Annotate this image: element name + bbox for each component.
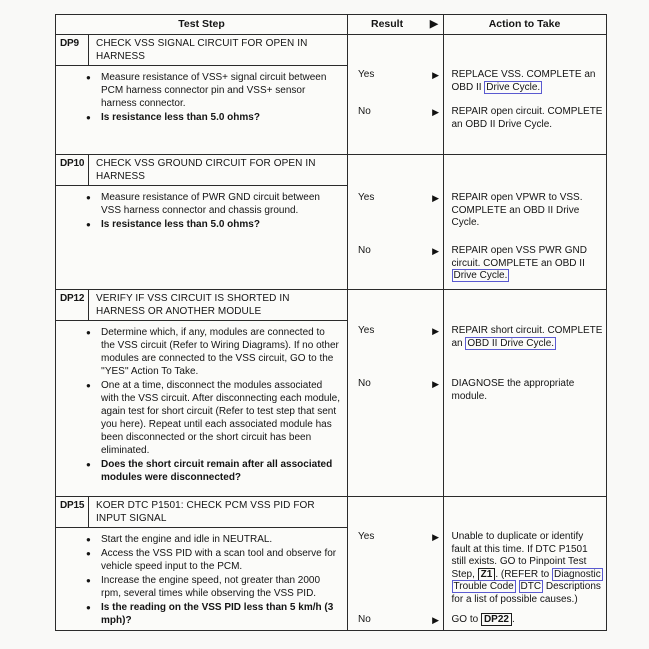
column-divider [443,155,444,289]
result-arrow-icon: ▶ [432,193,439,203]
result-cell [347,245,443,283]
result-label: No [358,378,371,389]
step-title-row [56,497,347,528]
column-divider [443,35,444,154]
column-divider [347,15,348,34]
hotlink-reference[interactable]: DTC [520,581,542,592]
test-step-cell [56,290,347,484]
step-title: CHECK VSS GROUND CIRCUIT FOR OPEN IN HARNESS [96,158,316,182]
test-table-body [56,35,606,630]
action-text: DIAGNOSE the appropriate module. [451,378,575,402]
step-instructions [56,528,347,627]
header-test-step: Test Step [178,18,225,30]
instruction-text: Increase the engine speed, not greater than 2000 rpm, several times while observing the VSS PID. [101,575,321,599]
step-instructions [56,321,347,484]
bullet-icon: ● [86,460,91,469]
bullet-icon: ● [86,113,91,122]
column-divider [443,497,444,630]
step-instructions [56,66,347,124]
step-title: KOER DTC P1501: CHECK PCM VSS PID FOR INPUT SIGNAL [96,500,315,524]
test-step-reference[interactable]: Z1 [478,568,496,581]
bullet-icon: ● [86,73,91,82]
hotlink-reference[interactable]: Diagnostic Trouble Code [453,568,601,592]
test-step-row [56,496,606,630]
step-title-row [56,155,347,186]
step-id: DP12 [56,290,89,320]
bullet-icon: ● [86,328,91,337]
action-cell [443,531,606,614]
action-cell [443,106,606,131]
step-id: DP10 [56,155,89,185]
bullet-icon: ● [86,220,91,229]
bullet-icon: ● [86,576,91,585]
result-cell [347,614,443,627]
action-cell [443,192,606,245]
action-text: . (REFER to [495,568,552,580]
result-cell [347,192,443,245]
instruction-text: Measure resistance of VSS+ signal circuit between PCM harness connector pin and VSS+ sensor harness connector. [101,72,327,109]
step-instruction [86,574,341,600]
action-text: REPAIR short circuit. COMPLETE an [451,325,603,349]
bullet-icon: ● [86,193,91,202]
header-action-to-take: Action to Take [488,18,561,30]
column-divider [347,290,348,496]
step-instructions [56,186,347,231]
instruction-text: Determine which, if any, modules are connected to the VSS circuit (Refer to Wiring Diagrams). If no other modules are connected to the VSS circuit, GO to the ''YES'' Action To Take. [101,327,339,377]
step-title-row [56,290,347,321]
instruction-text: Is resistance less than 5.0 ohms? [101,219,260,230]
step-instruction [86,191,341,217]
test-step-cell [56,155,347,231]
step-id: DP9 [56,35,89,65]
result-arrow-icon: ▶ [432,70,439,80]
column-divider [347,35,348,154]
result-action-area [347,35,606,131]
step-title-row [56,35,347,66]
result-arrow-icon: ▶ [432,379,439,389]
test-step-cell [56,497,347,627]
hotlink-reference[interactable]: OBD II Drive Cycle. [467,337,555,349]
result-label: No [358,245,371,256]
instruction-text: Access the VSS PID with a scan tool and observe for vehicle speed input to the PCM. [101,548,337,572]
step-instruction [86,533,341,546]
test-step-row [56,35,606,154]
instruction-text: Does the short circuit remain after all associated modules were disconnected? [101,459,333,483]
result-label: Yes [358,192,375,203]
action-text: Unable to duplicate or identify fault at this time. If DTC P1501 still exists. GO to Pinpoint Test Step, [451,531,588,580]
step-id: DP15 [56,497,89,527]
step-instruction [86,601,341,627]
instruction-text: Is resistance less than 5.0 ohms? [101,112,260,123]
action-text: REPLACE VSS. COMPLETE an OBD II [451,69,596,93]
result-cell [347,531,443,614]
action-text: GO to [451,614,481,625]
hotlink-reference[interactable]: Drive Cycle. [453,270,508,281]
action-text: . [511,614,515,625]
header-result [347,15,443,34]
result-cell [347,69,443,106]
result-arrow-icon: ▶ [432,615,439,625]
test-step-reference[interactable]: DP22 [481,613,512,626]
result-arrow-icon: ▶ [432,107,439,117]
result-label: No [358,106,371,117]
action-cell [443,325,606,378]
bullet-icon: ● [86,603,91,612]
result-action-area [347,290,606,403]
pinpoint-test-table [55,14,607,631]
column-divider [443,15,444,34]
result-label: Yes [358,69,375,80]
table-header-row [56,15,606,35]
instruction-text: Is the reading on the VSS PID less than 5 km/h (3 mph)? [101,602,334,626]
instruction-text: Measure resistance of PWR GND circuit between VSS harness connector and chassis ground. [101,192,320,216]
action-text: REPAIR open VSS PWR GND circuit. COMPLETE an OBD II [451,245,587,269]
action-cell [443,378,606,403]
result-cell [347,106,443,131]
column-divider [347,497,348,630]
result-arrow-icon: ▶ [432,532,439,542]
bullet-icon: ● [86,535,91,544]
step-instruction [86,379,341,457]
result-arrow-icon: ▶ [429,18,438,30]
action-cell [443,245,606,283]
column-divider [443,290,444,496]
bullet-icon: ● [86,549,91,558]
column-divider [347,155,348,289]
result-label: Yes [358,325,375,336]
step-instruction [86,218,341,231]
test-step-row [56,154,606,289]
result-arrow-icon: ▶ [432,246,439,256]
hotlink-reference[interactable]: Drive Cycle. [486,81,541,93]
instruction-text: Start the engine and idle in NEUTRAL. [101,534,273,545]
action-cell [443,614,606,627]
result-action-area [347,497,606,627]
step-instruction [86,458,341,484]
bullet-icon: ● [86,381,91,390]
action-text: REPAIR open circuit. COMPLETE an OBD II Drive Cycle. [451,106,603,130]
test-step-row [56,289,606,496]
step-title: CHECK VSS SIGNAL CIRCUIT FOR OPEN IN HARNESS [96,38,308,62]
result-label: No [358,614,371,625]
step-instruction [86,547,341,573]
test-step-cell [56,35,347,124]
action-text: Descriptions for a list of possible causes.) [451,581,601,605]
step-instruction [86,71,341,110]
result-cell [347,325,443,378]
result-arrow-icon: ▶ [432,326,439,336]
action-text: REPAIR open VPWR to VSS. COMPLETE an OBD II Drive Cycle. [451,192,583,228]
step-instruction [86,326,341,378]
header-result-label: Result [371,18,404,30]
result-label: Yes [358,531,375,542]
action-cell [443,69,606,106]
instruction-text: One at a time, disconnect the modules associated with the VSS circuit. After disconnecting each module, again test for short circuit (Refer to test step that sent you here). Repeat until each associated module has been disconnected or the short circuit has been eliminated. [101,380,341,456]
result-cell [347,378,443,403]
step-title: VERIFY IF VSS CIRCUIT IS SHORTED IN HARNESS OR ANOTHER MODULE [96,293,290,317]
result-action-area [347,155,606,283]
step-instruction [86,111,341,124]
